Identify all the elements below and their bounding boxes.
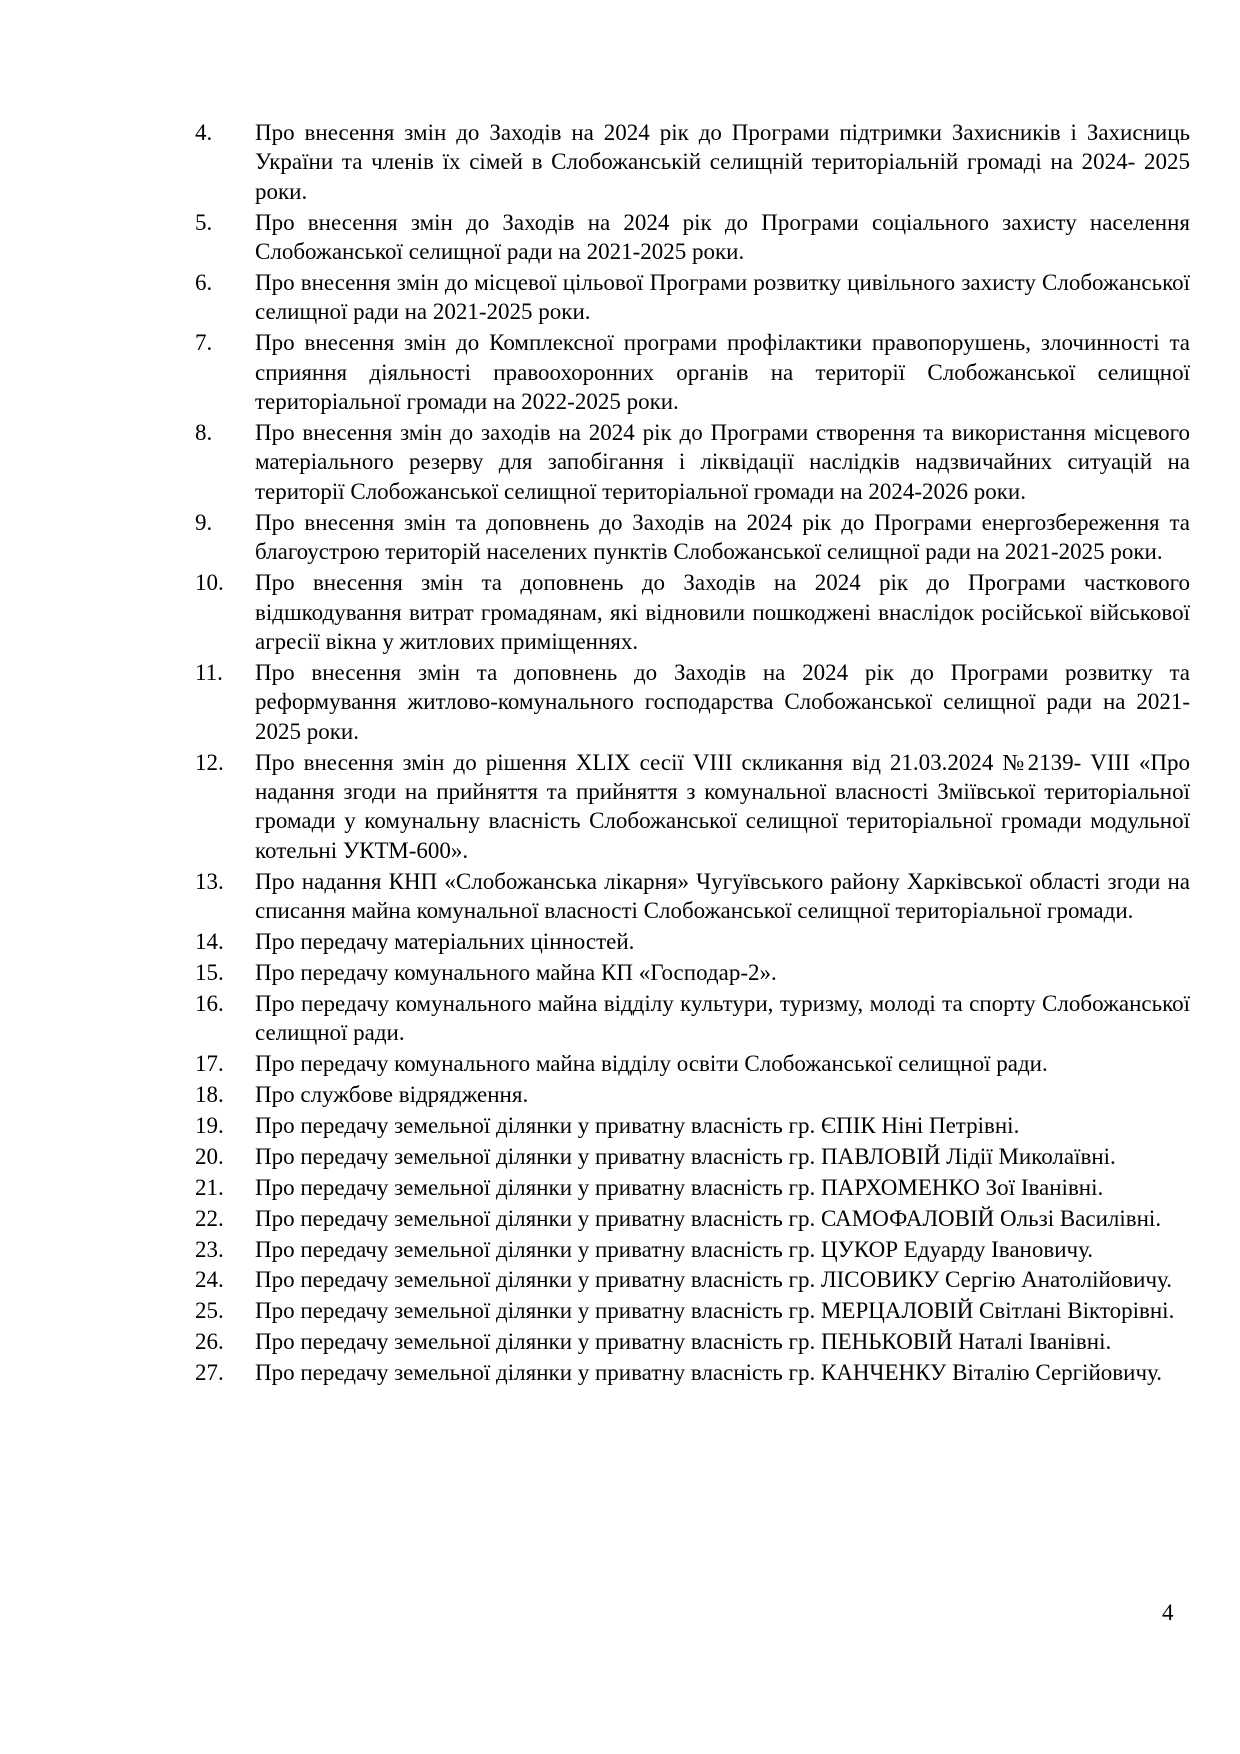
list-item — [195, 1111, 1190, 1140]
item-text: Про внесення змін до Заходів на 2024 рік до Програми підтримки Захисників і Захисниць України та членів їх сімей в Слобожанській селищній територіальній громаді на 2024- 2025 роки. — [255, 120, 1190, 204]
list-item — [195, 927, 1190, 956]
item-number: 8. — [195, 420, 213, 446]
list-item — [195, 989, 1190, 1048]
item-number: 11. — [195, 659, 223, 685]
item-number: 5. — [195, 209, 213, 235]
list-item — [195, 1204, 1190, 1233]
item-text: Про передачу земельної ділянки у приватну власність гр. КАНЧЕНКУ Віталію Сергійовичу. — [255, 1360, 1162, 1386]
item-number: 14. — [195, 928, 224, 954]
item-text: Про внесення змін до заходів на 2024 рік до Програми створення та використання місцевого матеріального резерву для запобігання і ліквідації наслідків надзвичайних ситуацій на території Слобожанської селищної територіальної громади на 2024-2026 роки. — [255, 420, 1190, 504]
item-number: 10. — [195, 570, 224, 596]
item-text: Про внесення змін до Заходів на 2024 рік до Програми соціального захисту населення Слобожанської селищної ради на 2021-2025 роки. — [255, 209, 1190, 265]
list-item — [195, 1327, 1190, 1356]
item-text: Про передачу матеріальних цінностей. — [255, 928, 635, 954]
item-text: Про передачу комунального майна відділу культури, туризму, молоді та спорту Слобожанської селищної ради. — [255, 990, 1190, 1046]
item-number: 18. — [195, 1082, 224, 1107]
item-number: 4. — [195, 120, 213, 145]
list-item — [195, 1265, 1190, 1294]
list-item — [195, 658, 1190, 746]
item-text: Про внесення змін та доповнень до Заходів на 2024 рік до Програми розвитку та реформування житлово-комунального господарства Слобожанської селищної ради на 2021-2025 роки. — [255, 659, 1190, 744]
list-item — [195, 208, 1190, 267]
item-number: 9. — [195, 509, 213, 535]
list-item — [195, 568, 1190, 656]
list-item — [195, 867, 1190, 926]
item-text: Про передачу земельної ділянки у приватну власність гр. ЄПІК Ніні Петрівні. — [255, 1112, 1020, 1138]
list-item — [195, 418, 1190, 506]
item-number: 13. — [195, 868, 224, 894]
item-number: 6. — [195, 270, 213, 296]
item-number: 25. — [195, 1298, 224, 1324]
item-number: 20. — [195, 1143, 224, 1169]
item-text: Про надання КНП «Слобожанська лікарня» Чугуївського району Харківської області згоди на списання майна комунальної власності Слобожанської селищної територіальної громади. — [255, 868, 1190, 924]
agenda-list — [195, 118, 1190, 1389]
list-item — [195, 268, 1190, 327]
list-item — [195, 1358, 1190, 1387]
item-text: Про службове відрядження. — [255, 1082, 529, 1107]
item-text: Про передачу земельної ділянки у приватну власність гр. ПАВЛОВІЙ Лідії Миколаївні. — [255, 1143, 1116, 1169]
list-item — [195, 1080, 1190, 1109]
item-text: Про передачу земельної ділянки у приватну власність гр. ЛІСОВИКУ Сергію Анатолійовичу. — [255, 1267, 1172, 1293]
item-number: 27. — [195, 1360, 224, 1386]
list-item — [195, 1296, 1190, 1325]
list-item — [195, 1173, 1190, 1202]
item-number: 15. — [195, 959, 224, 985]
item-text: Про внесення змін до Комплексної програми профілактики правопорушень, злочинності та сприяння діяльності правоохоронних органів на території Слобожанської селищної територіальної громади на 2022-2025 роки. — [255, 330, 1190, 415]
item-number: 12. — [195, 749, 224, 775]
item-text: Про передачу земельної ділянки у приватну власність гр. ЦУКОР Едуарду Івановичу. — [255, 1236, 1094, 1262]
item-number: 7. — [195, 330, 213, 356]
item-number: 17. — [195, 1051, 224, 1077]
item-number: 21. — [195, 1174, 224, 1200]
item-text: Про внесення змін до рішення XLIX сесії VIII скликання від 21.03.2024 №2139- VIII «Про надання згоди на прийняття та прийняття з комунальної власності Зміївської територіальної громади у комунальну власність Слобожанської селищної територіальної громади модульної котельні УКТМ-600». — [255, 749, 1190, 863]
item-text: Про внесення змін та доповнень до Заходів на 2024 рік до Програми енергозбереження та благоустрою територій населених пунктів Слобожанської селищної ради на 2021-2025 роки. — [255, 509, 1190, 565]
list-item — [195, 1049, 1190, 1078]
item-text: Про передачу комунального майна КП «Господар-2». — [255, 959, 777, 985]
list-item — [195, 118, 1190, 206]
item-number: 22. — [195, 1205, 224, 1231]
list-item — [195, 1142, 1190, 1171]
item-number: 24. — [195, 1267, 224, 1293]
list-item — [195, 1235, 1190, 1264]
page-number: 4 — [1162, 1600, 1174, 1625]
list-item — [195, 508, 1190, 567]
item-number: 19. — [195, 1112, 224, 1138]
list-item — [195, 328, 1190, 416]
item-text: Про передачу земельної ділянки у приватну власність гр. САМОФАЛОВІЙ Ользі Василівні. — [255, 1205, 1162, 1231]
item-text: Про передачу земельної ділянки у приватну власність гр. ПЕНЬКОВІЙ Наталі Іванівні. — [255, 1329, 1112, 1355]
item-text: Про передачу земельної ділянки у приватну власність гр. МЕРЦАЛОВІЙ Світлані Вікторівні. — [255, 1298, 1175, 1324]
item-number: 23. — [195, 1236, 224, 1262]
item-text: Про передачу комунального майна відділу освіти Слобожанської селищної ради. — [255, 1051, 1048, 1077]
item-number: 26. — [195, 1329, 224, 1355]
item-text: Про передачу земельної ділянки у приватну власність гр. ПАРХОМЕНКО Зої Іванівні. — [255, 1174, 1104, 1200]
item-text: Про внесення змін та доповнень до Заходів на 2024 рік до Програми часткового відшкодування витрат громадянам, які відновили пошкоджені внаслідок російської військової агресії вікна у житлових приміщеннях. — [255, 570, 1190, 654]
list-item — [195, 748, 1190, 866]
list-item — [195, 958, 1190, 987]
item-number: 16. — [195, 990, 224, 1016]
item-text: Про внесення змін до місцевої цільової Програми розвитку цивільного захисту Слобожанської селищної ради на 2021-2025 роки. — [255, 270, 1190, 325]
